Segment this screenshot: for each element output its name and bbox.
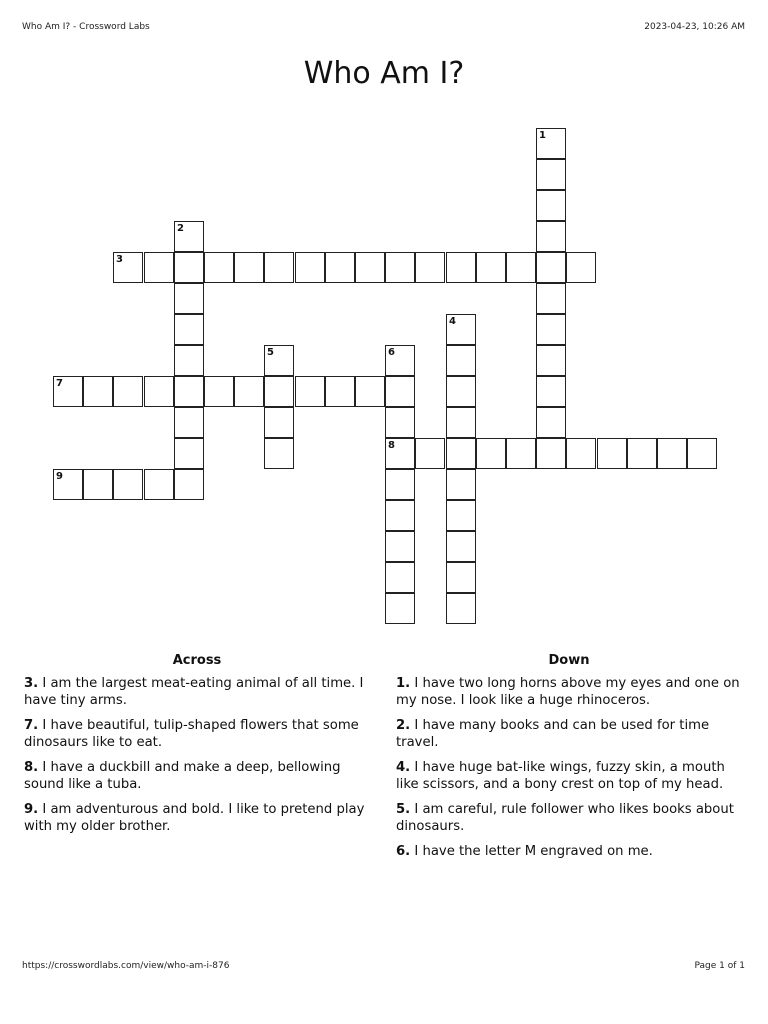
- clue-number: 6.: [396, 844, 411, 859]
- grid-cell[interactable]: [536, 438, 566, 469]
- cell-number: 7: [56, 378, 63, 389]
- grid-cell[interactable]: [476, 252, 506, 283]
- clue-number: 1.: [396, 676, 411, 691]
- grid-cell[interactable]: [264, 438, 294, 469]
- grid-cell[interactable]: [385, 562, 415, 593]
- clue-text: I am careful, rule follower who likes books about dinosaurs.: [396, 802, 734, 834]
- cell-number: 2: [177, 223, 184, 234]
- grid-cell[interactable]: [204, 376, 234, 407]
- grid-cell[interactable]: [446, 376, 476, 407]
- grid-cell[interactable]: [566, 438, 596, 469]
- down-clues: [396, 653, 742, 870]
- down-heading: Down: [548, 653, 590, 668]
- grid-cell[interactable]: [264, 252, 294, 283]
- cell-number: 3: [116, 254, 123, 265]
- grid-cell[interactable]: [446, 593, 476, 624]
- grid-cell[interactable]: [385, 407, 415, 438]
- browser-page-title: Who Am I? - Crossword Labs: [22, 22, 150, 32]
- grid-cell[interactable]: [536, 221, 566, 252]
- grid-cell[interactable]: [264, 345, 294, 376]
- down-clue: [396, 676, 742, 709]
- page-url: https://crosswordlabs.com/view/who-am-i-876: [22, 961, 230, 971]
- grid-cell[interactable]: [385, 593, 415, 624]
- grid-cell[interactable]: [174, 221, 204, 252]
- grid-cell[interactable]: [446, 531, 476, 562]
- grid-cell[interactable]: [506, 252, 536, 283]
- clue-text: I am the largest meat-eating animal of all time. I have tiny arms.: [24, 676, 364, 708]
- grid-cell[interactable]: [174, 314, 204, 345]
- clue-number: 9.: [24, 802, 39, 817]
- grid-cell[interactable]: [446, 469, 476, 500]
- grid-cell[interactable]: [264, 407, 294, 438]
- grid-cell[interactable]: [234, 252, 264, 283]
- cell-number: 9: [56, 471, 63, 482]
- clue-text: I have the letter M engraved on me.: [410, 844, 653, 859]
- page-number: Page 1 of 1: [694, 961, 745, 971]
- grid-cell[interactable]: [355, 376, 385, 407]
- grid-cell[interactable]: [536, 128, 566, 159]
- grid-cell[interactable]: [385, 500, 415, 531]
- grid-cell[interactable]: [385, 469, 415, 500]
- grid-cell[interactable]: [446, 314, 476, 345]
- grid-cell[interactable]: [174, 345, 204, 376]
- grid-cell[interactable]: [295, 376, 325, 407]
- grid-cell[interactable]: [536, 159, 566, 190]
- grid-cell[interactable]: [174, 376, 204, 407]
- grid-cell[interactable]: [385, 531, 415, 562]
- down-clue: [396, 802, 742, 835]
- grid-cell[interactable]: [385, 345, 415, 376]
- grid-cell[interactable]: [536, 314, 566, 345]
- grid-cell[interactable]: [536, 252, 566, 283]
- grid-cell[interactable]: [446, 438, 476, 469]
- clue-text: I have many books and can be used for time travel.: [396, 718, 710, 750]
- grid-cell[interactable]: [506, 438, 536, 469]
- print-datetime: 2023-04-23, 10:26 AM: [644, 22, 745, 32]
- grid-cell[interactable]: [325, 252, 355, 283]
- grid-cell[interactable]: [446, 562, 476, 593]
- grid-cell[interactable]: [536, 345, 566, 376]
- clue-number: 2.: [396, 718, 411, 733]
- grid-cell[interactable]: [415, 252, 445, 283]
- across-clue-list: [24, 676, 370, 835]
- grid-cell[interactable]: [83, 376, 113, 407]
- grid-cell[interactable]: [687, 438, 717, 469]
- grid-cell[interactable]: [113, 252, 143, 283]
- puzzle-title: Who Am I?: [303, 56, 465, 91]
- cell-number: 1: [539, 130, 546, 141]
- down-clue: [396, 844, 742, 861]
- grid-cell[interactable]: [234, 376, 264, 407]
- clue-number: 3.: [24, 676, 39, 691]
- clue-text: I am adventurous and bold. I like to pretend play with my older brother.: [24, 802, 365, 834]
- grid-cell[interactable]: [53, 469, 83, 500]
- grid-cell[interactable]: [174, 438, 204, 469]
- grid-cell[interactable]: [446, 345, 476, 376]
- grid-cell[interactable]: [264, 376, 294, 407]
- cell-number: 6: [388, 347, 395, 358]
- clue-number: 7.: [24, 718, 39, 733]
- clue-number: 8.: [24, 760, 39, 775]
- grid-cell[interactable]: [536, 190, 566, 221]
- grid-cell[interactable]: [144, 376, 174, 407]
- clue-text: I have huge bat-like wings, fuzzy skin, a mouth like scissors, and a bony crest on top of my head.: [396, 760, 725, 792]
- grid-cell[interactable]: [113, 376, 143, 407]
- grid-cell[interactable]: [113, 469, 143, 500]
- grid-cell[interactable]: [536, 376, 566, 407]
- grid-cell[interactable]: [446, 500, 476, 531]
- cell-number: 8: [388, 440, 395, 451]
- grid-cell[interactable]: [174, 469, 204, 500]
- clue-number: 4.: [396, 760, 411, 775]
- cell-number: 4: [449, 316, 456, 327]
- across-clue: [24, 760, 370, 793]
- grid-cell[interactable]: [385, 438, 415, 469]
- grid-cell[interactable]: [597, 438, 627, 469]
- grid-cell[interactable]: [295, 252, 325, 283]
- grid-cell[interactable]: [325, 376, 355, 407]
- grid-cell[interactable]: [174, 283, 204, 314]
- down-clue-list: [396, 676, 742, 861]
- grid-cell[interactable]: [566, 252, 596, 283]
- grid-cell[interactable]: [385, 376, 415, 407]
- grid-cell[interactable]: [355, 252, 385, 283]
- grid-cell[interactable]: [476, 438, 506, 469]
- grid-cell[interactable]: [446, 252, 476, 283]
- across-clues: [24, 653, 370, 844]
- clue-text: I have beautiful, tulip-shaped flowers that some dinosaurs like to eat.: [24, 718, 359, 750]
- grid-cell[interactable]: [53, 376, 83, 407]
- down-clue: [396, 760, 742, 793]
- grid-cell[interactable]: [204, 252, 234, 283]
- grid-cell[interactable]: [385, 252, 415, 283]
- grid-cell[interactable]: [144, 252, 174, 283]
- grid-cell[interactable]: [83, 469, 113, 500]
- grid-cell[interactable]: [657, 438, 687, 469]
- across-clue: [24, 676, 370, 709]
- cell-number: 5: [267, 347, 274, 358]
- grid-cell[interactable]: [536, 283, 566, 314]
- grid-cell[interactable]: [144, 469, 174, 500]
- grid-cell[interactable]: [446, 407, 476, 438]
- clue-text: I have a duckbill and make a deep, bellowing sound like a tuba.: [24, 760, 341, 792]
- clue-number: 5.: [396, 802, 411, 817]
- grid-cell[interactable]: [174, 252, 204, 283]
- grid-cell[interactable]: [415, 438, 445, 469]
- down-clue: [396, 718, 742, 751]
- grid-cell[interactable]: [174, 407, 204, 438]
- across-clue: [24, 718, 370, 751]
- grid-cell[interactable]: [627, 438, 657, 469]
- grid-cell[interactable]: [536, 407, 566, 438]
- clue-text: I have two long horns above my eyes and one on my nose. I look like a huge rhinoceros.: [396, 676, 740, 708]
- across-heading: Across: [172, 653, 222, 668]
- across-clue: [24, 802, 370, 835]
